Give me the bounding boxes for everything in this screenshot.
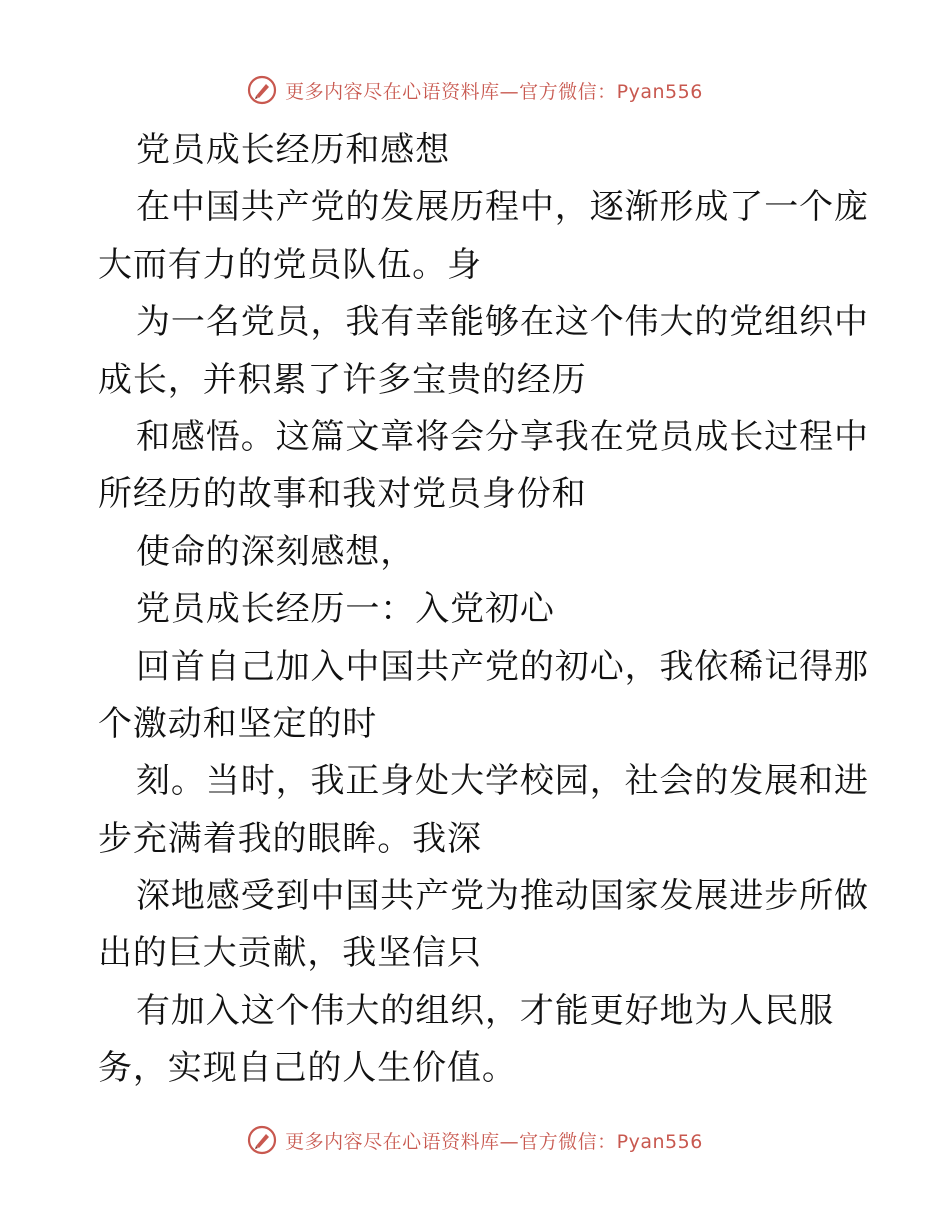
pen-logo-icon: [247, 1125, 277, 1155]
paragraph-line: 在中国共产党的发展历程中，逐渐形成了一个庞: [136, 187, 869, 228]
pen-logo-icon: [247, 75, 277, 105]
paragraph-line: 步充满着我的眼眸。我深: [98, 818, 482, 859]
footer-banner-text: 更多内容尽在心语资料库—官方微信：Pyan556: [285, 1130, 703, 1153]
paragraph-line: 和感悟。这篇文章将会分享我在党员成长过程中: [136, 416, 869, 457]
paragraph-line: 使命的深刻感想，: [136, 531, 416, 572]
paragraph-line: 回首自己加入中国共产党的初心，我依稀记得那: [136, 646, 869, 687]
header-banner: [0, 70, 950, 110]
paragraph-line: 出的巨大贡献，我坚信只: [98, 933, 482, 974]
paragraph-line: 大而有力的党员队伍。身: [98, 244, 482, 285]
section-heading: 党员成长经历一：入党初心: [136, 589, 555, 630]
paragraph-line: 所经历的故事和我对党员身份和: [98, 474, 587, 515]
paragraph-line: 有加入这个伟大的组织，才能更好地为人民服: [136, 990, 834, 1031]
header-banner-text: 更多内容尽在心语资料库—官方微信：Pyan556: [285, 80, 703, 103]
paragraph-line: 成长，并积累了许多宝贵的经历: [98, 359, 587, 400]
paragraph-line: 务，实现自己的人生价值。: [98, 1048, 517, 1089]
document-body: [98, 122, 869, 1098]
footer-banner: [0, 1120, 950, 1160]
paragraph-line: 个激动和坚定的时: [98, 703, 378, 744]
paragraph-line: 为一名党员，我有幸能够在这个伟大的党组织中: [136, 302, 869, 343]
paragraph-line: 刻。当时，我正身处大学校园，社会的发展和进: [136, 761, 869, 802]
paragraph-line: 深地感受到中国共产党为推动国家发展进步所做: [136, 876, 869, 917]
document-title: 党员成长经历和感想: [136, 130, 451, 170]
